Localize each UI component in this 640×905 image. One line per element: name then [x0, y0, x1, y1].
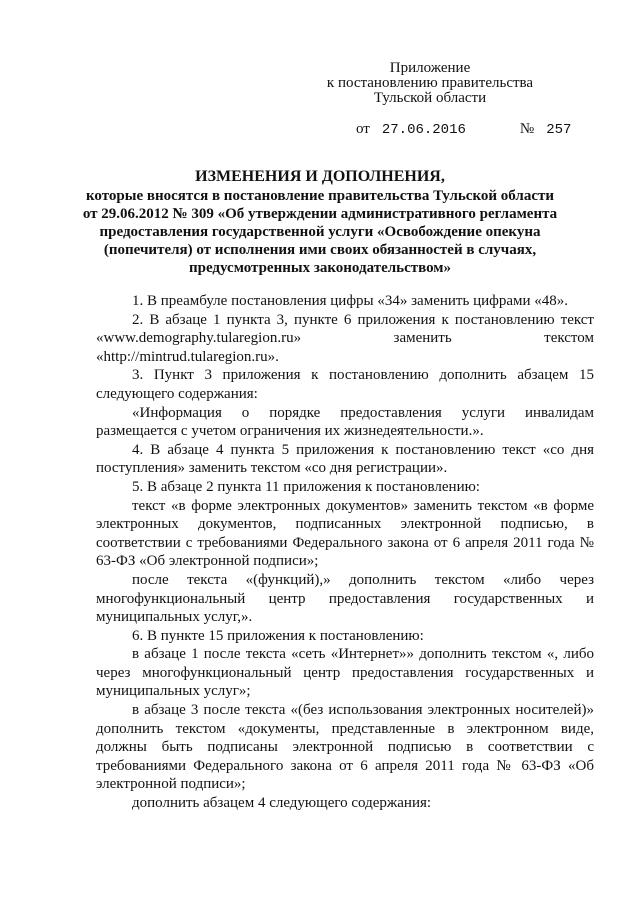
number-prefix: № [519, 121, 535, 137]
paragraph-3-quote: «Информация о порядке предоставления услуги инвалидам размещается с учетом ограничения их жизнедеятельности.». [96, 404, 594, 440]
paragraph-3: 3. Пункт 3 приложения к постановлению дополнить абзацем 15 следующего содержания: [96, 367, 594, 402]
paragraph-6: 6. В пункте 15 приложения к постановлению: [132, 627, 424, 644]
paragraph-5-after: после текста «(функций),» дополнить текстом «либо через многофункциональный центр предоставления государственных и муниципальных услуг,». [96, 571, 594, 626]
paragraph-1: 1. В преамбуле постановления цифры «34» заменить цифрами «48». [132, 293, 569, 309]
paragraph-5: 5. В абзаце 2 пункта 11 приложения к постановлению: [132, 478, 480, 495]
document-date: 27.06.2016 [381, 122, 466, 138]
date-prefix: от [356, 121, 370, 137]
appendix-header [300, 61, 560, 106]
appendix-line-2: к постановлению правительства [326, 75, 534, 91]
title-subtitle: которые вносятся в постановление правительства Тульской области от 29.06.2012 № 309 «Об утверждении административного регламента предоставления государственной услуги «Освобождение опекуна (попечителя) от исполнения ими своих обязанностей в случаях, предусмотренных законодательством» [82, 188, 558, 276]
title-main: ИЗМЕНЕНИЯ И ДОПОЛНЕНИЯ, [195, 168, 445, 185]
paragraph-6-abzac-1: в абзаце 1 после текста «сеть «Интернет»» дополнить текстом «, либо через многофункциональный центр предоставления государственных и муниципальных услуг»; [96, 646, 594, 700]
appendix-line-1: Приложение [389, 60, 471, 76]
paragraph-5-text: текст «в форме электронных документов» заменить текстом «в форме электронных документов, подписанных электронной подписью, в соответствии с требованиями Федерального закона от 6 апреля 2011 года № 63-ФЗ «Об электронной подписи»; [96, 497, 594, 570]
document-body [96, 292, 594, 813]
appendix-line-3: Тульской области [373, 90, 487, 106]
date-number-line [356, 121, 571, 138]
paragraph-4: 4. В абзаце 4 пункта 5 приложения к постановлению текст «со дня поступления» заменить текстом «со дня регистрации». [96, 441, 594, 477]
document-number: 257 [546, 122, 572, 138]
paragraph-6-add-abzac-4: дополнить абзацем 4 следующего содержания: [132, 795, 432, 812]
document-title [80, 167, 560, 277]
paragraph-6-abzac-3: в абзаце 3 после текста «(без использования электронных носителей)» дополнить текстом «документы, представленные в электронном виде, должны быть подписаны электронной подписью в соответствии с требованиями Федерального закона от 6 апреля 2011 года № 63-ФЗ «Об электронной подписи»; [96, 702, 594, 793]
paragraph-2: 2. В абзаце 1 пункта 3, пункте 6 приложения к постановлению текст «www.demography.tularegion.ru» заменить текстом «http://mintrud.tularegion.ru». [96, 311, 594, 365]
